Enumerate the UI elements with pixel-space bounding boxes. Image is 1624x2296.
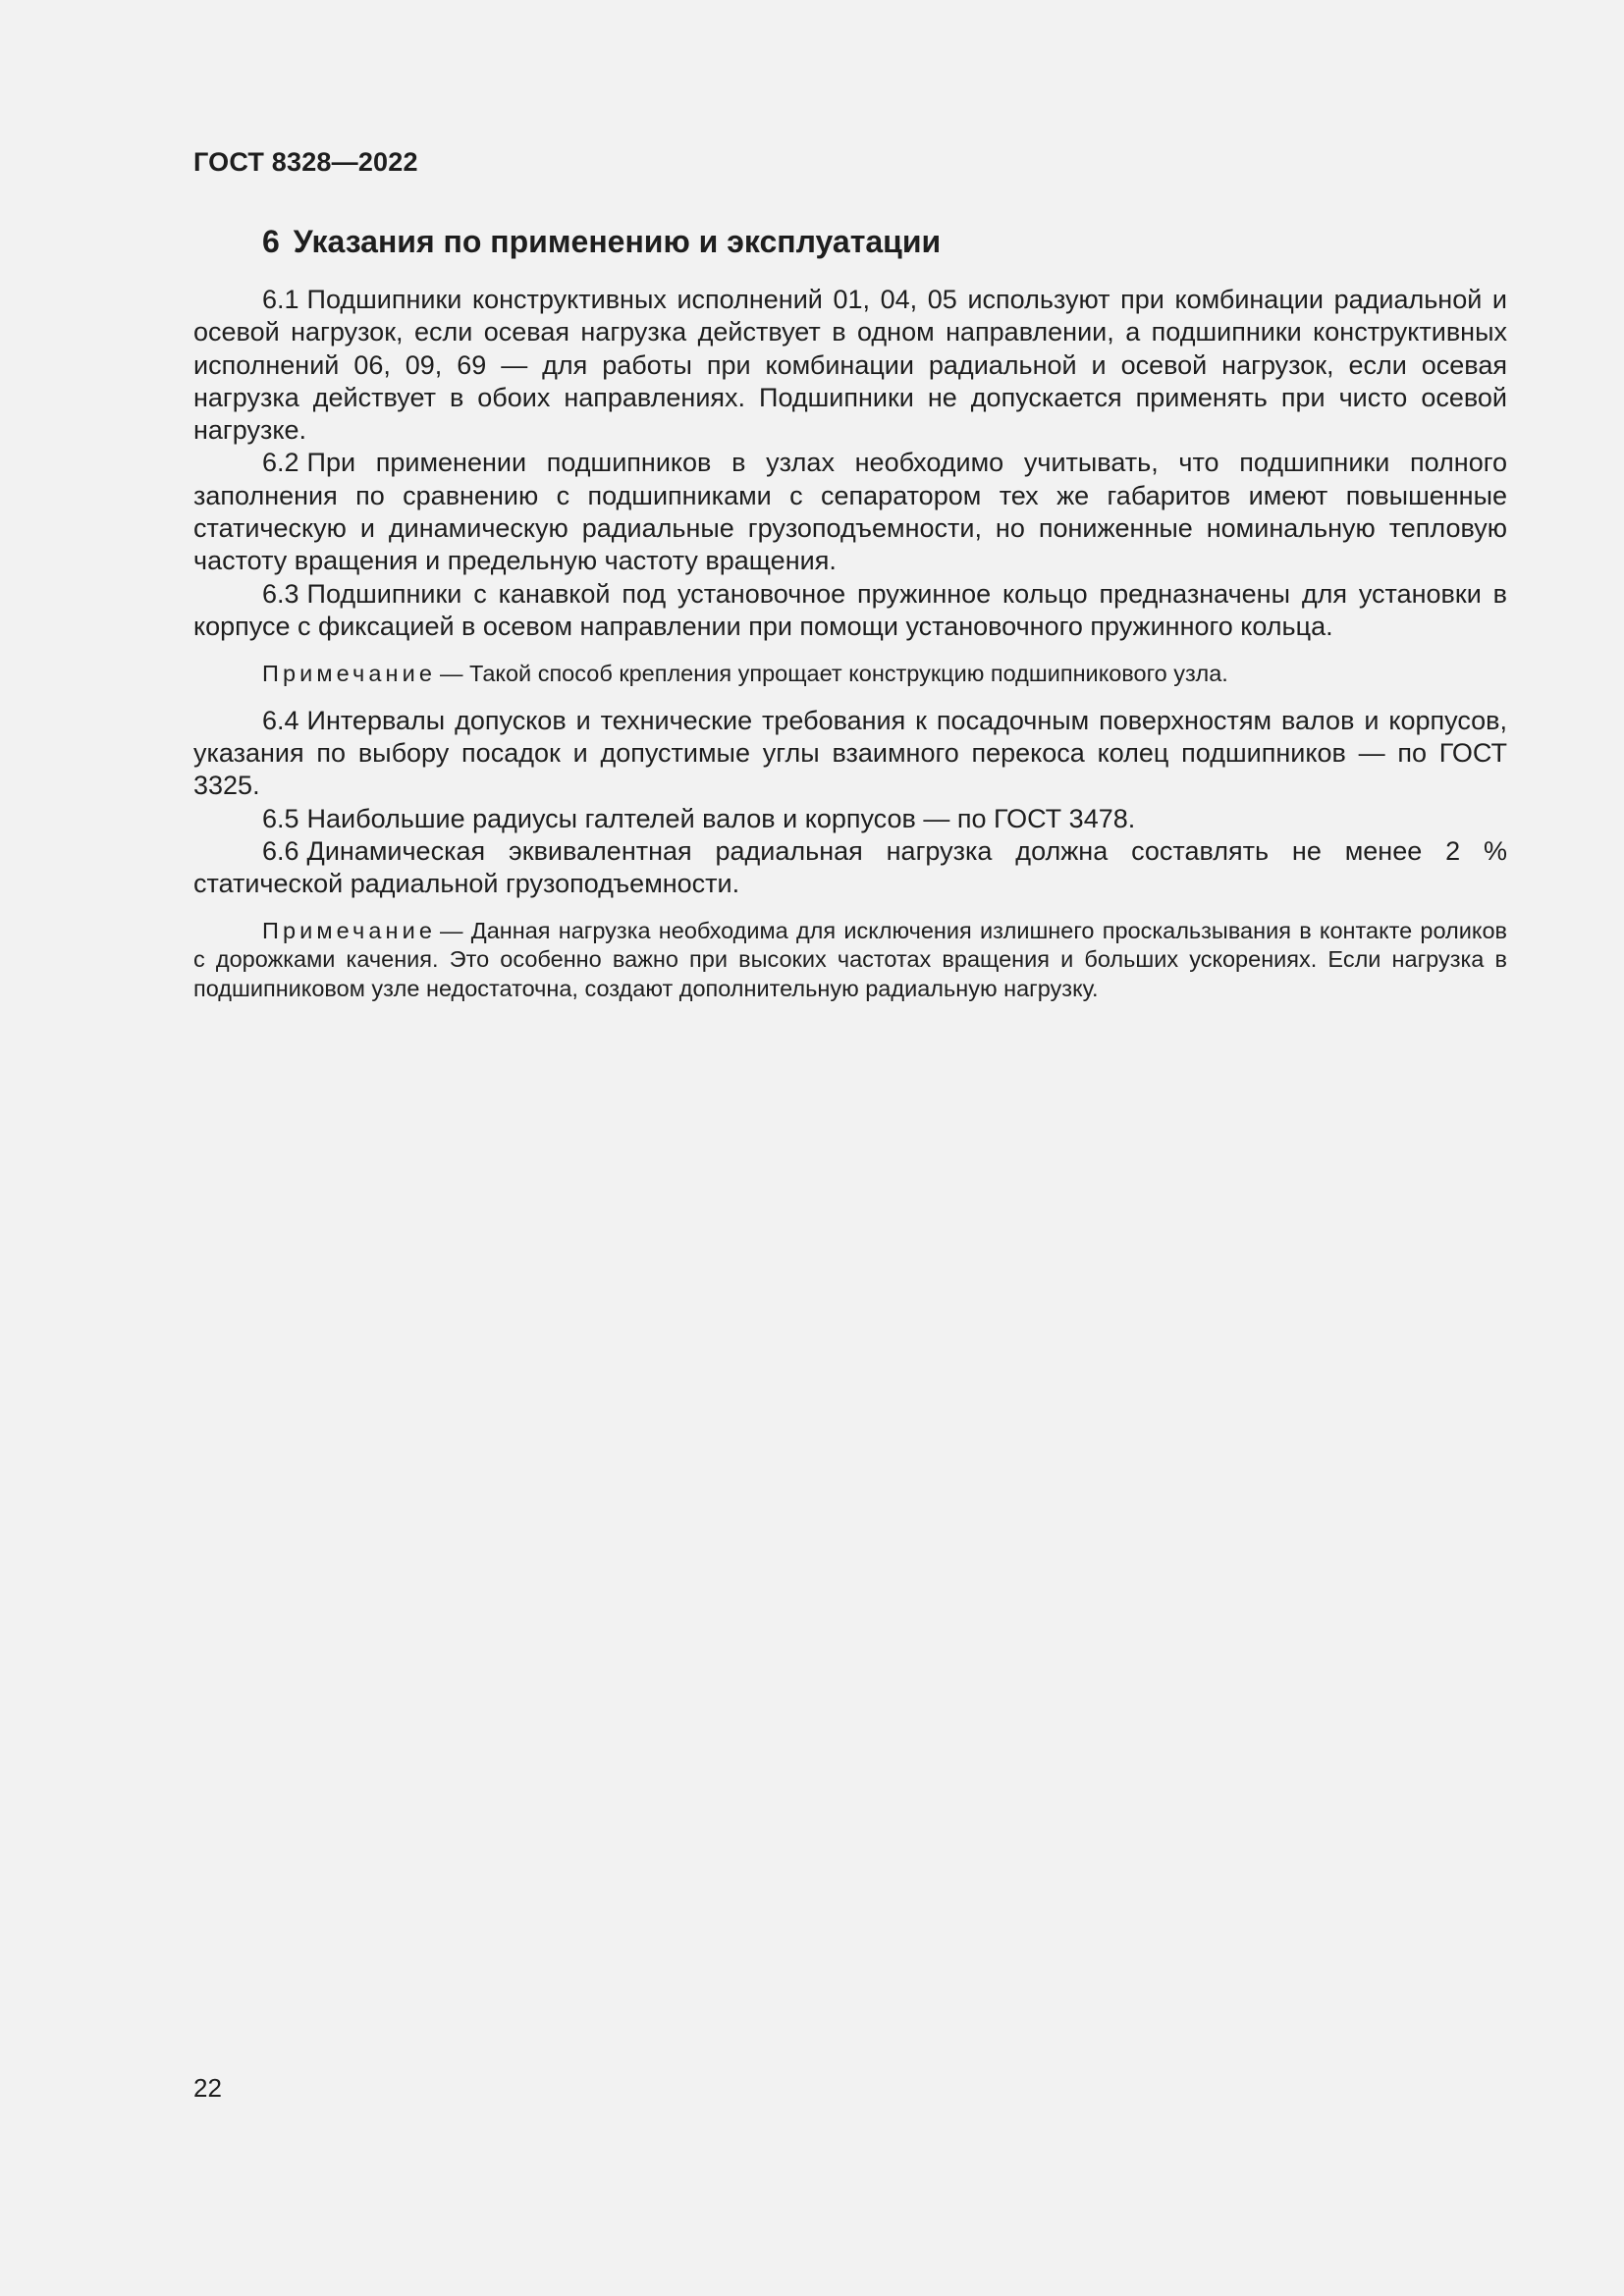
page-number: 22 <box>193 2073 222 2103</box>
paragraph-6-3 <box>193 578 1507 644</box>
paragraph-6-4 <box>193 705 1507 803</box>
paragraph-text: Подшипники конструктивных исполнений 01, 04, 05 используют при комбинации радиальной и осевой нагрузок, если осевая нагрузка действует в одном направлении, а подшипники конструктивных исполнений 06, 09, 69 — для работы при комбинации радиальной и осевой нагрузок, если осевая нагрузка действует в обоих направлениях. Подшипники не допускается применять при чисто осевой нагрузке. <box>193 285 1507 446</box>
note-text: — Данная нагрузка необходима для исключения излишнего проскальзывания в контакте роликов с дорожками качения. Это особенно важно при высоких частотах вращения и больших ускорениях. Если нагрузка в подшипниковом узле недостаточна, создают дополнительную радиальную нагрузку. <box>193 917 1507 1001</box>
paragraph-text: Подшипники с канавкой под установочное пружинное кольцо предназначены для установки в корпусе с фиксацией в осевом направлении при помощи установочного пружинного кольца. <box>193 578 1507 641</box>
paragraph-6-5 <box>193 803 1507 835</box>
paragraph-text: Наибольшие радиусы галтелей валов и корпусов — по ГОСТ 3478. <box>306 803 1136 833</box>
note-label: Примечание <box>262 917 437 943</box>
note-2 <box>193 917 1507 1004</box>
paragraph-number: 6.1 <box>262 285 299 314</box>
paragraph-number: 6.6 <box>262 835 299 866</box>
paragraph-6-2 <box>193 447 1507 577</box>
paragraph-text: Динамическая эквивалентная радиальная нагрузка должна составлять не менее 2 % статической радиальной грузоподъемности. <box>193 835 1507 899</box>
paragraph-text: При применении подшипников в узлах необходимо учитывать, что подшипники полного заполнения по сравнению с подшипниками с сепаратором тех же габаритов имеют повышенные статическую и динамическую радиальные грузоподъемности, но пониженные номинальную тепловую частоту вращения и предельную частоту вращения. <box>193 448 1507 576</box>
paragraph-number: 6.3 <box>262 578 299 609</box>
paragraph-number: 6.4 <box>262 705 299 735</box>
section-title-text: Указания по применению и эксплуатации <box>293 224 942 259</box>
paragraph-6-1 <box>193 284 1507 447</box>
paragraph-text: Интервалы допусков и технические требования к посадочным поверхностям валов и корпусов, указания по выбору посадок и допустимые углы взаимного перекоса колец подшипников — по ГОСТ 3325. <box>193 705 1507 801</box>
section-body <box>193 284 1507 1003</box>
document-header: ГОСТ 8328—2022 <box>193 147 418 177</box>
section-number: 6 <box>262 224 280 259</box>
paragraph-number: 6.5 <box>262 803 299 833</box>
note-label: Примечание <box>262 661 437 687</box>
paragraph-6-6 <box>193 835 1507 901</box>
note-1 <box>193 660 1507 689</box>
section-heading <box>262 224 941 260</box>
paragraph-number: 6.2 <box>262 448 299 478</box>
note-text: — Такой способ крепления упрощает конструкцию подшипникового узла. <box>440 661 1228 687</box>
